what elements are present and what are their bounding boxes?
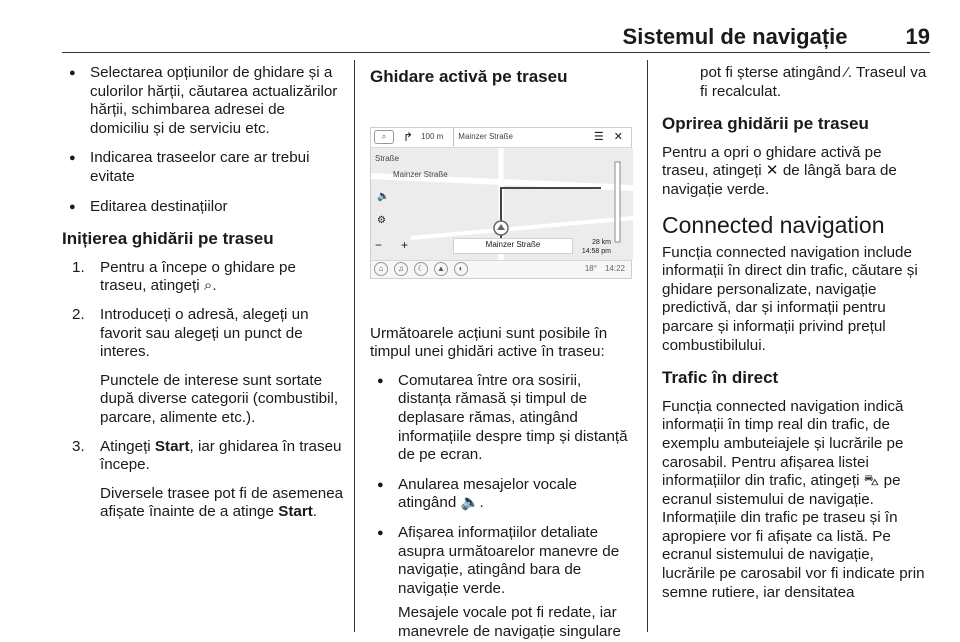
column-1 <box>62 64 344 522</box>
zoom-in-button[interactable]: + <box>401 237 409 252</box>
navigation-icon[interactable]: ▲ <box>434 262 448 276</box>
close-icon: ✕ <box>765 162 779 180</box>
navigation-screenshot <box>370 127 632 279</box>
header-title: Sistemul de navigație <box>622 24 848 49</box>
maneuver-distance: 100 m <box>421 131 444 141</box>
step-note: Punctele de interese sunt sortate după diverse categorii (combustibil, parcare, alimente etc.). <box>100 371 339 426</box>
nav-bottom-bar <box>371 260 631 278</box>
apps-icon[interactable]: ◐ <box>454 262 468 276</box>
bullet-item: ● Anularea mesajelor vocale atingând 🔈. <box>370 476 632 513</box>
next-street: Mainzer Straße <box>453 128 513 147</box>
column-divider-1 <box>354 60 355 632</box>
step-note: Diversele trasee pot fi de asemenea afișate înainte de a atinge Start. <box>100 484 344 521</box>
step-1: 1. Pentru a începe o ghidare pe traseu, atingeți ⌕. <box>72 258 296 295</box>
clock: 14:22 <box>604 263 625 273</box>
search-icon: ⌕ <box>203 277 213 295</box>
step-number: 2. <box>72 305 85 323</box>
step-text: Introduceți o adresă, alegeți un favorit sau alegeți un punct de interes. <box>100 305 309 361</box>
chapter-heading: Connected navigation <box>662 211 885 238</box>
intro-paragraph: Următoarele acțiuni sunt posibile în timpul unei ghidări active în traseu: <box>370 324 608 361</box>
step-2 <box>62 306 344 362</box>
eta-info[interactable]: 28 km 14:58 pm <box>581 238 611 255</box>
column-2 <box>370 64 632 642</box>
close-icon: ✕ <box>613 130 623 143</box>
step-3: 3. Atingeți Start, iar ghidarea în traseu începe. <box>72 437 342 474</box>
music-icon[interactable]: ♫ <box>394 262 408 276</box>
start-label: Start <box>154 437 190 455</box>
side-street-label: Mainzer Straße <box>393 169 448 179</box>
column-3 <box>662 64 930 602</box>
step-number: 1. <box>72 258 85 276</box>
continued-text: pot fi șterse atingând ⁄. Traseul va fi recalculat. <box>700 64 927 100</box>
zoom-out-button[interactable]: − <box>375 237 383 252</box>
search-icon: ⌕ <box>374 130 394 144</box>
phone-icon[interactable]: ☾ <box>414 262 428 276</box>
step-number: 3. <box>72 437 85 455</box>
step-text: Pentru a începe o ghidare pe traseu, atingeți <box>100 258 296 295</box>
page-number: 19 <box>905 24 930 49</box>
volume-icon: 🔈 <box>377 190 390 202</box>
section-heading: Oprirea ghidării pe traseu <box>662 114 869 134</box>
bullet-item: ● Comutarea între ora sosirii, distanța rămasă și timpul de deplasare rămas, atingând informațiile despre timp și distanță de pe ecran. <box>370 372 632 465</box>
bullet-item: ● Editarea destinațiilor <box>62 198 344 217</box>
volume-icon: 🔈 <box>460 494 480 512</box>
section-heading: Inițierea ghidării pe traseu <box>62 229 274 249</box>
traffic-icon: ⛍ <box>863 472 880 490</box>
paragraph: Funcția connected navigation include informații în direct din trafic, căutare și ghidare personalizate, navigație predictivă, dar și informații pentru parcare și informații privind prețul combustibilului. <box>662 243 918 354</box>
section-heading: Trafic în direct <box>662 368 779 388</box>
list-icon: ☰ <box>593 130 604 143</box>
bullet-note: Mesajele vocale pot fi redate, iar manevrele de navigație singulare <box>398 604 621 640</box>
start-label: Start <box>278 503 313 521</box>
nav-top-bar <box>371 128 631 148</box>
paragraph: Pentru a opri o ghidare activă pe traseu, atingeți ✕ de lângă bara de navigație verde. <box>662 143 897 198</box>
turn-arrow-icon: ↱ <box>403 129 414 144</box>
paragraph: Funcția connected navigation indică informații în timp real din trafic, de exemplu ambuteiajele și lucrările pe carosabil. Pentru afișarea listei informațiilor din trafic, atingeți ⛍ pe ecranul sistemului de navigație. Informațiile din trafic pe traseu și în apropiere vor fi afișate ca listă. Pe ecranul sistemului de navigație, lucrările pe carosabil vor fi indicate prin semne rutiere, iar densitatea <box>662 397 925 601</box>
temperature: 18° <box>584 263 597 273</box>
home-icon[interactable]: ⌂ <box>374 262 388 276</box>
column-divider-2 <box>647 60 648 632</box>
gear-icon: ⚙ <box>377 214 386 226</box>
page-header <box>62 22 930 52</box>
bullet-item: ● Indicarea traseelor care ar trebui evitate <box>62 149 344 186</box>
map-label-street: Straße <box>375 153 400 163</box>
current-street-bar[interactable]: Mainzer Straße <box>453 238 573 254</box>
bullet-item: ● Selectarea opțiunilor de ghidare și a culorilor hărții, căutarea actualizărilor hărții, schimbarea adresei de domiciliu și de serviciu etc. <box>62 64 344 138</box>
header-divider <box>62 52 930 53</box>
bullet-item: ● Afișarea informațiilor detaliate asupra următoarelor manevre de navigație, atingând bara de navigație verde. <box>370 524 632 598</box>
pencil-icon: ⁄ <box>845 64 848 81</box>
section-heading: Ghidare activă pe traseu <box>370 67 568 86</box>
